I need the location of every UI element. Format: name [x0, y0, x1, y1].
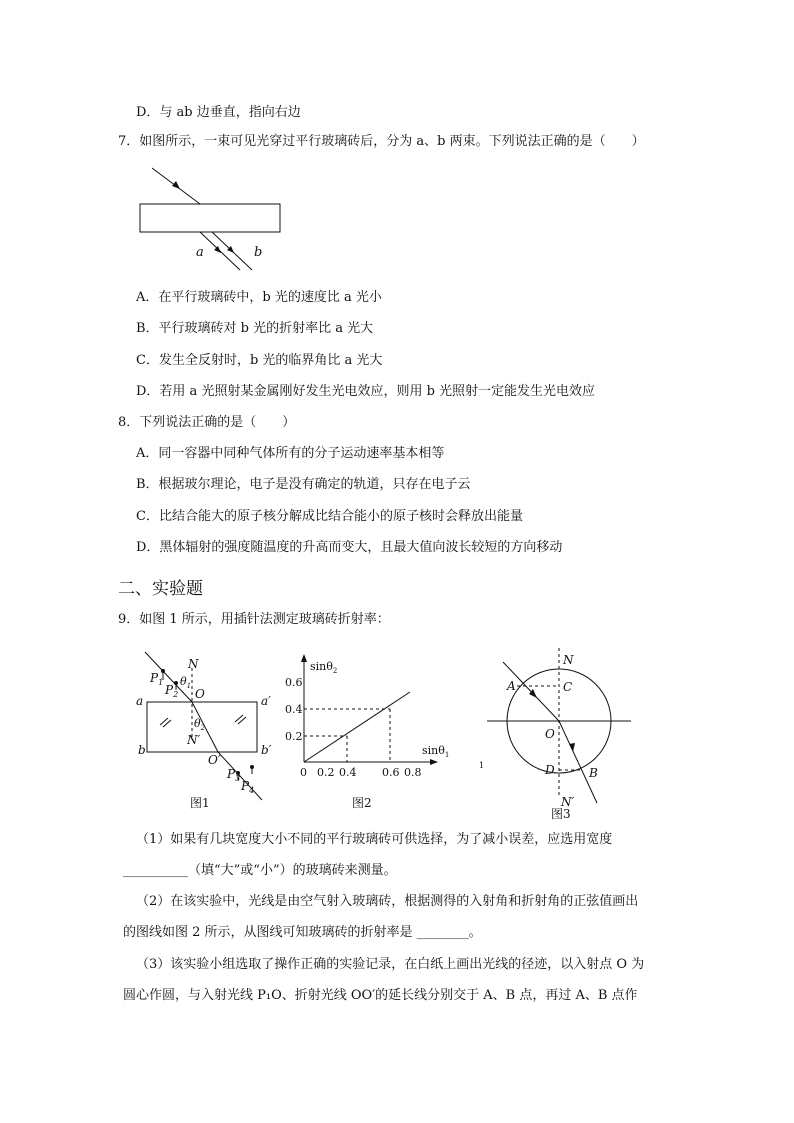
label-C: C	[563, 680, 573, 694]
y-tick-0.6: 0.6	[285, 676, 303, 689]
label-P3: P	[227, 767, 236, 781]
q8-stem: 8．下列说法正确的是（ ）	[118, 415, 296, 430]
q9-figure-1	[130, 650, 285, 815]
q8-option-d: D．黑体辐射的强度随温度的升高而变大，且最大值向波长较短的方向移动	[136, 540, 563, 555]
label-N: N	[188, 657, 199, 671]
fig1-caption: 图1	[190, 796, 210, 810]
label-P2: P	[165, 683, 174, 697]
y-axis-arrow-icon	[301, 654, 307, 662]
label-O-prime: O′	[208, 753, 221, 767]
label-N-prime: N′	[561, 795, 575, 809]
label-A: A	[507, 679, 516, 693]
y-tick-0.2: 0.2	[285, 730, 303, 743]
x-tick-0.6: 0.6	[382, 766, 400, 779]
x-tick-0.8: 0.8	[404, 766, 422, 779]
ray-a-arrow-icon	[214, 246, 221, 253]
q9-part2-line1: （2）在该实验中，光线是由空气射入玻璃砖，根据测得的入射角和折射角的正弦值画出	[136, 894, 639, 909]
label-a-prime: a′	[261, 694, 271, 708]
x-tick-0.2: 0.2	[317, 766, 335, 779]
q9-part1-line1: （1）如果有几块宽度大小不同的平行玻璃砖可供选择，为了减小误差，应选用宽度	[136, 832, 613, 847]
q6-option-d: D．与 ab 边垂直，指向右边	[136, 105, 301, 120]
q7-option-d: D．若用 a 光照射某金属刚好发生光电效应，则用 b 光照射一定能发生光电效应	[136, 384, 596, 399]
q8-option-a: A．同一容器中同种气体所有的分子运动速率基本相等	[136, 446, 445, 461]
stray-mark: 1	[479, 761, 485, 770]
label-B: B	[589, 766, 598, 780]
q9-part1-line2: __________（填“大”或“小”）的玻璃砖来测量。	[123, 863, 397, 878]
q9-figure-3	[475, 648, 640, 820]
q7-stem: 7．如图所示，一束可见光穿过平行玻璃砖后，分为 a、b 两束。下列说法正确的是（ ）	[118, 134, 645, 149]
x-axis-arrow-icon	[430, 759, 438, 765]
label-P1: P	[150, 671, 159, 685]
label-theta1: θ	[180, 675, 187, 688]
svg-text:sinθ1: sinθ$_1$	[422, 744, 450, 759]
y-axis-label: sinθ	[310, 660, 333, 673]
label-O: O	[195, 687, 205, 701]
label-O: O	[545, 727, 555, 741]
q8-option-b: B．根据玻尔理论，电子是没有确定的轨道，只存在电子云	[136, 477, 471, 492]
label-D: D	[545, 763, 555, 777]
svg-text:θ2: $\theta_2$	[194, 717, 206, 732]
label-b: b	[138, 743, 146, 757]
section-title: 二、实验题	[118, 579, 203, 599]
q8-option-c: C．比结合能大的原子核分解成比结合能小的原子核时会释放出能量	[136, 509, 523, 524]
label-b-prime: b′	[261, 743, 272, 757]
incident-arrow-icon	[172, 181, 180, 189]
q9-figure-2	[282, 650, 452, 815]
refracted-arrow-icon	[569, 743, 575, 752]
svg-text:P3: $P_3$	[227, 767, 241, 783]
q9-part3-line2: 圆心作圆，与入射光线 P₁O、折射光线 OO′的延长线分别交于 A、B 点，再过 A、B 点作	[123, 988, 638, 1003]
svg-text:sinθ2: sinθ$_2$	[310, 660, 338, 675]
data-line	[304, 692, 410, 762]
q9-part3-line1: （3）该实验小组选取了操作正确的实验记录，在白纸上画出光线的径迹，以入射点 O 为	[136, 957, 645, 972]
q9-part2-line2: 的图线如图 2 所示，从图线可知玻璃砖的折射率是 ________。	[123, 925, 482, 940]
x-axis-label: sinθ	[422, 744, 445, 757]
label-b: b	[254, 245, 263, 260]
label-a: a	[196, 245, 204, 260]
q7-option-c: C．发生全反射时，b 光的临界角比 a 光大	[136, 353, 383, 368]
glass-slab	[140, 204, 280, 232]
svg-text:P2: $P_2$	[165, 683, 179, 699]
q7-option-a: A．在平行玻璃砖中，b 光的速度比 a 光小	[136, 290, 382, 305]
label-N-prime: N′	[187, 733, 201, 747]
svg-text:P4: $P_4$	[241, 779, 255, 795]
x-tick-0.4: 0.4	[339, 766, 357, 779]
y-tick-0.4: 0.4	[285, 703, 303, 716]
fig3-caption: 图3	[551, 807, 571, 821]
svg-text:P1: $P_1$	[150, 671, 164, 687]
q7-figure	[130, 160, 300, 285]
label-N: N	[563, 653, 574, 667]
svg-text:θ1: $\theta_1$	[180, 675, 192, 690]
origin-label: 0	[300, 766, 307, 779]
label-a: a	[136, 694, 144, 708]
label-theta2: θ	[194, 717, 201, 730]
q7-option-b: B．平行玻璃砖对 b 光的折射率比 a 光大	[136, 321, 374, 336]
fig2-caption: 图2	[352, 796, 372, 810]
label-P4: P	[241, 779, 250, 793]
q9-stem: 9．如图 1 所示，用插针法测定玻璃砖折射率：	[118, 612, 390, 627]
